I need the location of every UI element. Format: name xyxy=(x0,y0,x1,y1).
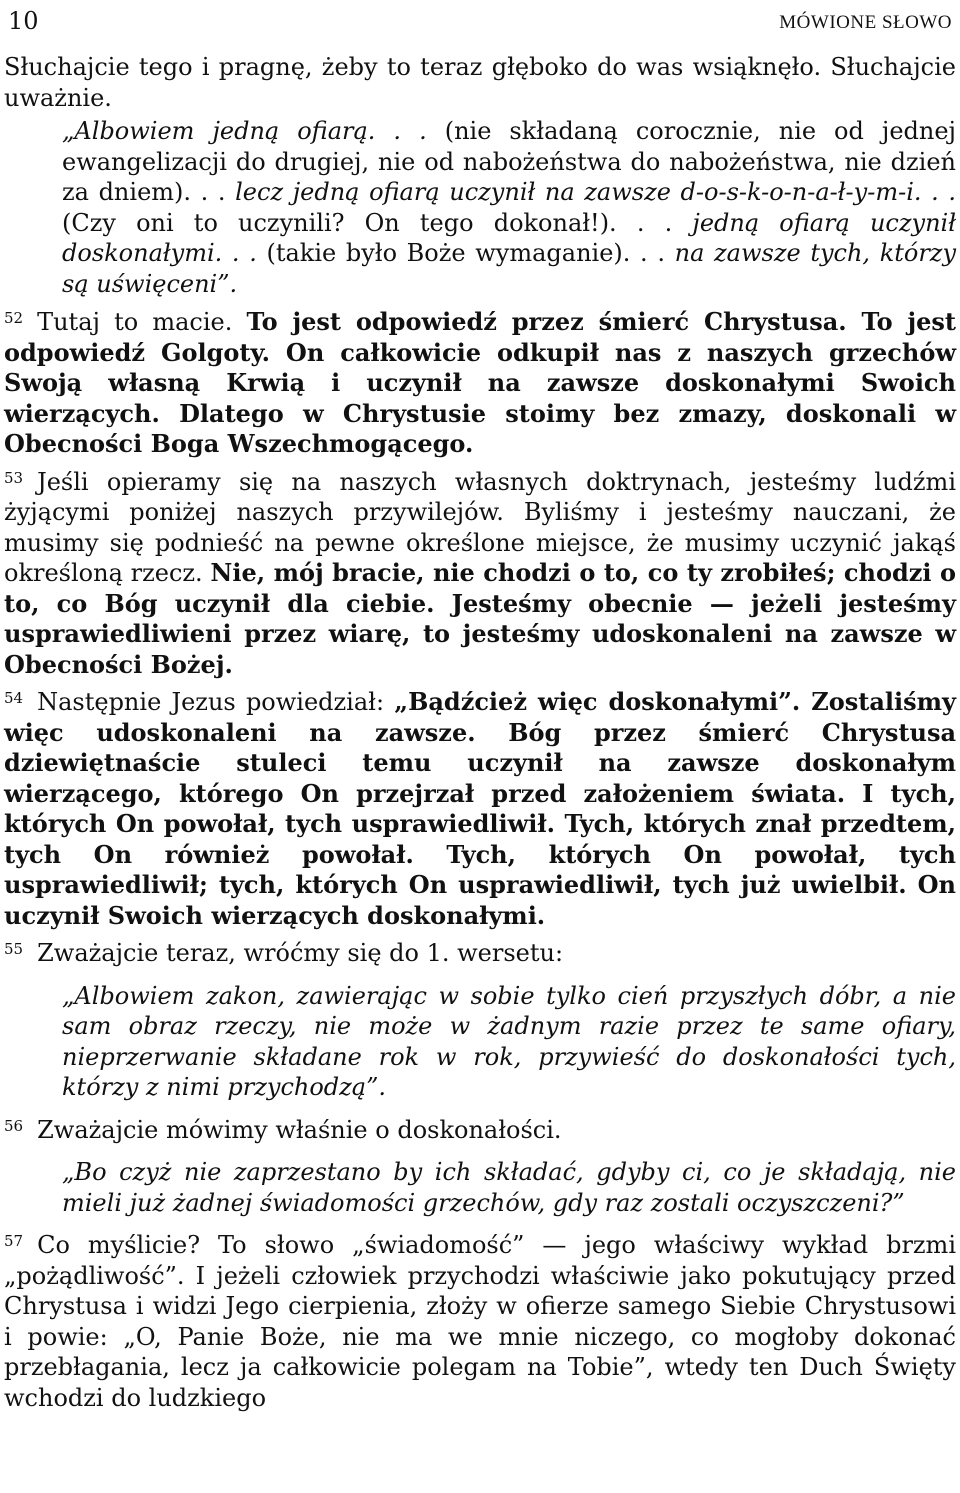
paragraph-52 xyxy=(4,303,956,460)
page-header xyxy=(4,0,956,52)
paragraph-52-bold: To jest odpowiedź przez śmierć Chrystusa. To jest odpowiedź Golgoty. On całkowicie odkupił nas z naszych grzechów Swoją własną Krwią i uczynił na zawsze doskonałymi Swoich wierzących. Dlatego w Chrystusie stoimy bez zmazy, doskonali w Obecności Boga Wszechmogącego. xyxy=(4,307,956,458)
quote1-part-d: (Czy oni to uczynili? On tego dokonał!). . . xyxy=(62,208,693,237)
paragraph-number: 55 xyxy=(4,940,24,958)
paragraph-53-plain: Jeśli opieramy się na naszych własnych doktrynach, jesteśmy ludźmi żyjącymi poniżej naszych przywilejów. Byliśmy i jesteśmy nauczani, że musimy się podnieść na pewne określone miejsce, że musimy uczynić jakąś określoną rzecz. xyxy=(4,467,956,587)
paragraph-55 xyxy=(4,934,956,969)
paragraph-number: 53 xyxy=(4,468,24,487)
paragraph-number: 56 xyxy=(4,1116,24,1135)
quote2-text: „Albowiem zakon, zawierając w sobie tylko cień przyszłych dóbr, a nie sam obraz rzeczy, nie może w żadnym razie przez te same ofiary, nieprzerwanie składane rok w rok, przywieść do doskonałości tych, którzy z nimi przychodzą”. xyxy=(62,981,956,1101)
paragraph-54-bold: „Bądźcież więc doskonałymi”. Zostaliśmy więc udoskonaleni na zawsze. Bóg przez śmierć Chrystusa dziewiętnaście stuleci temu uczynił na zawsze doskonałym wierzącego, którego On przejrzał przed założeniem świata. I tych, których On powołał, tych usprawiedliwił. Tych, których znał przedtem, tych On również powołał. Tych, których On powołał, tych usprawiedliwił; tych, których On usprawiedliwił, tych już uwielbił. On uczynił Swoich wierzących doskonałymi. xyxy=(4,687,956,930)
scripture-quote-2 xyxy=(62,981,956,1103)
paragraph-number: 54 xyxy=(4,689,24,707)
paragraph-52-plain: Tutaj to macie. xyxy=(37,308,247,336)
quote1-part-g: na zawsze tych, którzy są uświęceni”. xyxy=(62,239,957,298)
quote1-part-c: lecz jedną ofiarą uczynił na zawsze d-o-s-k-o-n-a-ł-y-m-i. . . xyxy=(235,178,956,206)
paragraph-number: 57 xyxy=(4,1232,24,1250)
scripture-quote-3 xyxy=(62,1157,956,1218)
quote3-text: „Bo czyż nie zaprzestano by ich składać, gdyby ci, co je składają, nie mieli już żadnej świadomości grzechów, gdy raz zostali oczyszczeni?” xyxy=(62,1158,956,1217)
quote1-part-e: jedną ofiarą uczynił doskonałymi. . . xyxy=(62,208,956,267)
paragraph-55-text: Zważajcie teraz, wróćmy się do 1. wersetu: xyxy=(37,939,564,967)
paragraph-53 xyxy=(4,463,956,681)
page-number: 10 xyxy=(8,7,39,35)
paragraph-53-bold: Nie, mój bracie, nie chodzi o to, co ty zrobiłeś; chodzi o to, co Bóg uczynił dla ciebie. Jesteśmy obecnie — jeżeli jesteśmy usprawiedliwieni przez wiarę, to jesteśmy udoskonaleni na zawsze w Obecności Bożej. xyxy=(4,558,956,679)
paragraph-54-plain: Następnie Jezus powiedział: xyxy=(37,688,395,716)
quote1-part-a: „Albowiem jedną ofiarą. . . xyxy=(62,117,427,145)
scripture-quote-1 xyxy=(62,116,956,299)
paragraph-56 xyxy=(4,1111,956,1146)
running-title: MÓWIONE SŁOWO xyxy=(779,12,952,33)
paragraph-54 xyxy=(4,683,956,931)
paragraph-57 xyxy=(4,1226,956,1413)
paragraph-number: 52 xyxy=(4,309,24,327)
quote1-part-f: (takie było Boże wymaganie). . . xyxy=(256,239,675,267)
quote1-part-b: (nie składaną corocznie, nie od jednej ewangelizacji do drugiej, nie od nabożeństwa do nabożeństwa, nie dzień za dniem). . . xyxy=(62,117,956,206)
paragraph-56-text: Zważajcie mówimy właśnie o doskonałości. xyxy=(37,1115,562,1144)
paragraph-57-text: Co myślicie? To słowo „świadomość” — jego właściwy wykład brzmi „pożądliwość”. I jeżeli człowiek przychodzi właściwie jako pokutujący przed Chrystusa i widzi Jego cierpienia, złoży w ofierze samego Siebie Chrystusowi i powie: „O, Panie Boże, nie ma we mnie niczego, co mogłoby dokonać przebłagania, lecz ja całkowicie polegam na Tobie”, wtedy ten Duch Święty wchodzi do ludzkiego xyxy=(4,1231,956,1412)
intro-paragraph: Słuchajcie tego i pragnę, żeby to teraz głęboko do was wsiąknęło. Słuchajcie uważnie. xyxy=(4,53,956,112)
